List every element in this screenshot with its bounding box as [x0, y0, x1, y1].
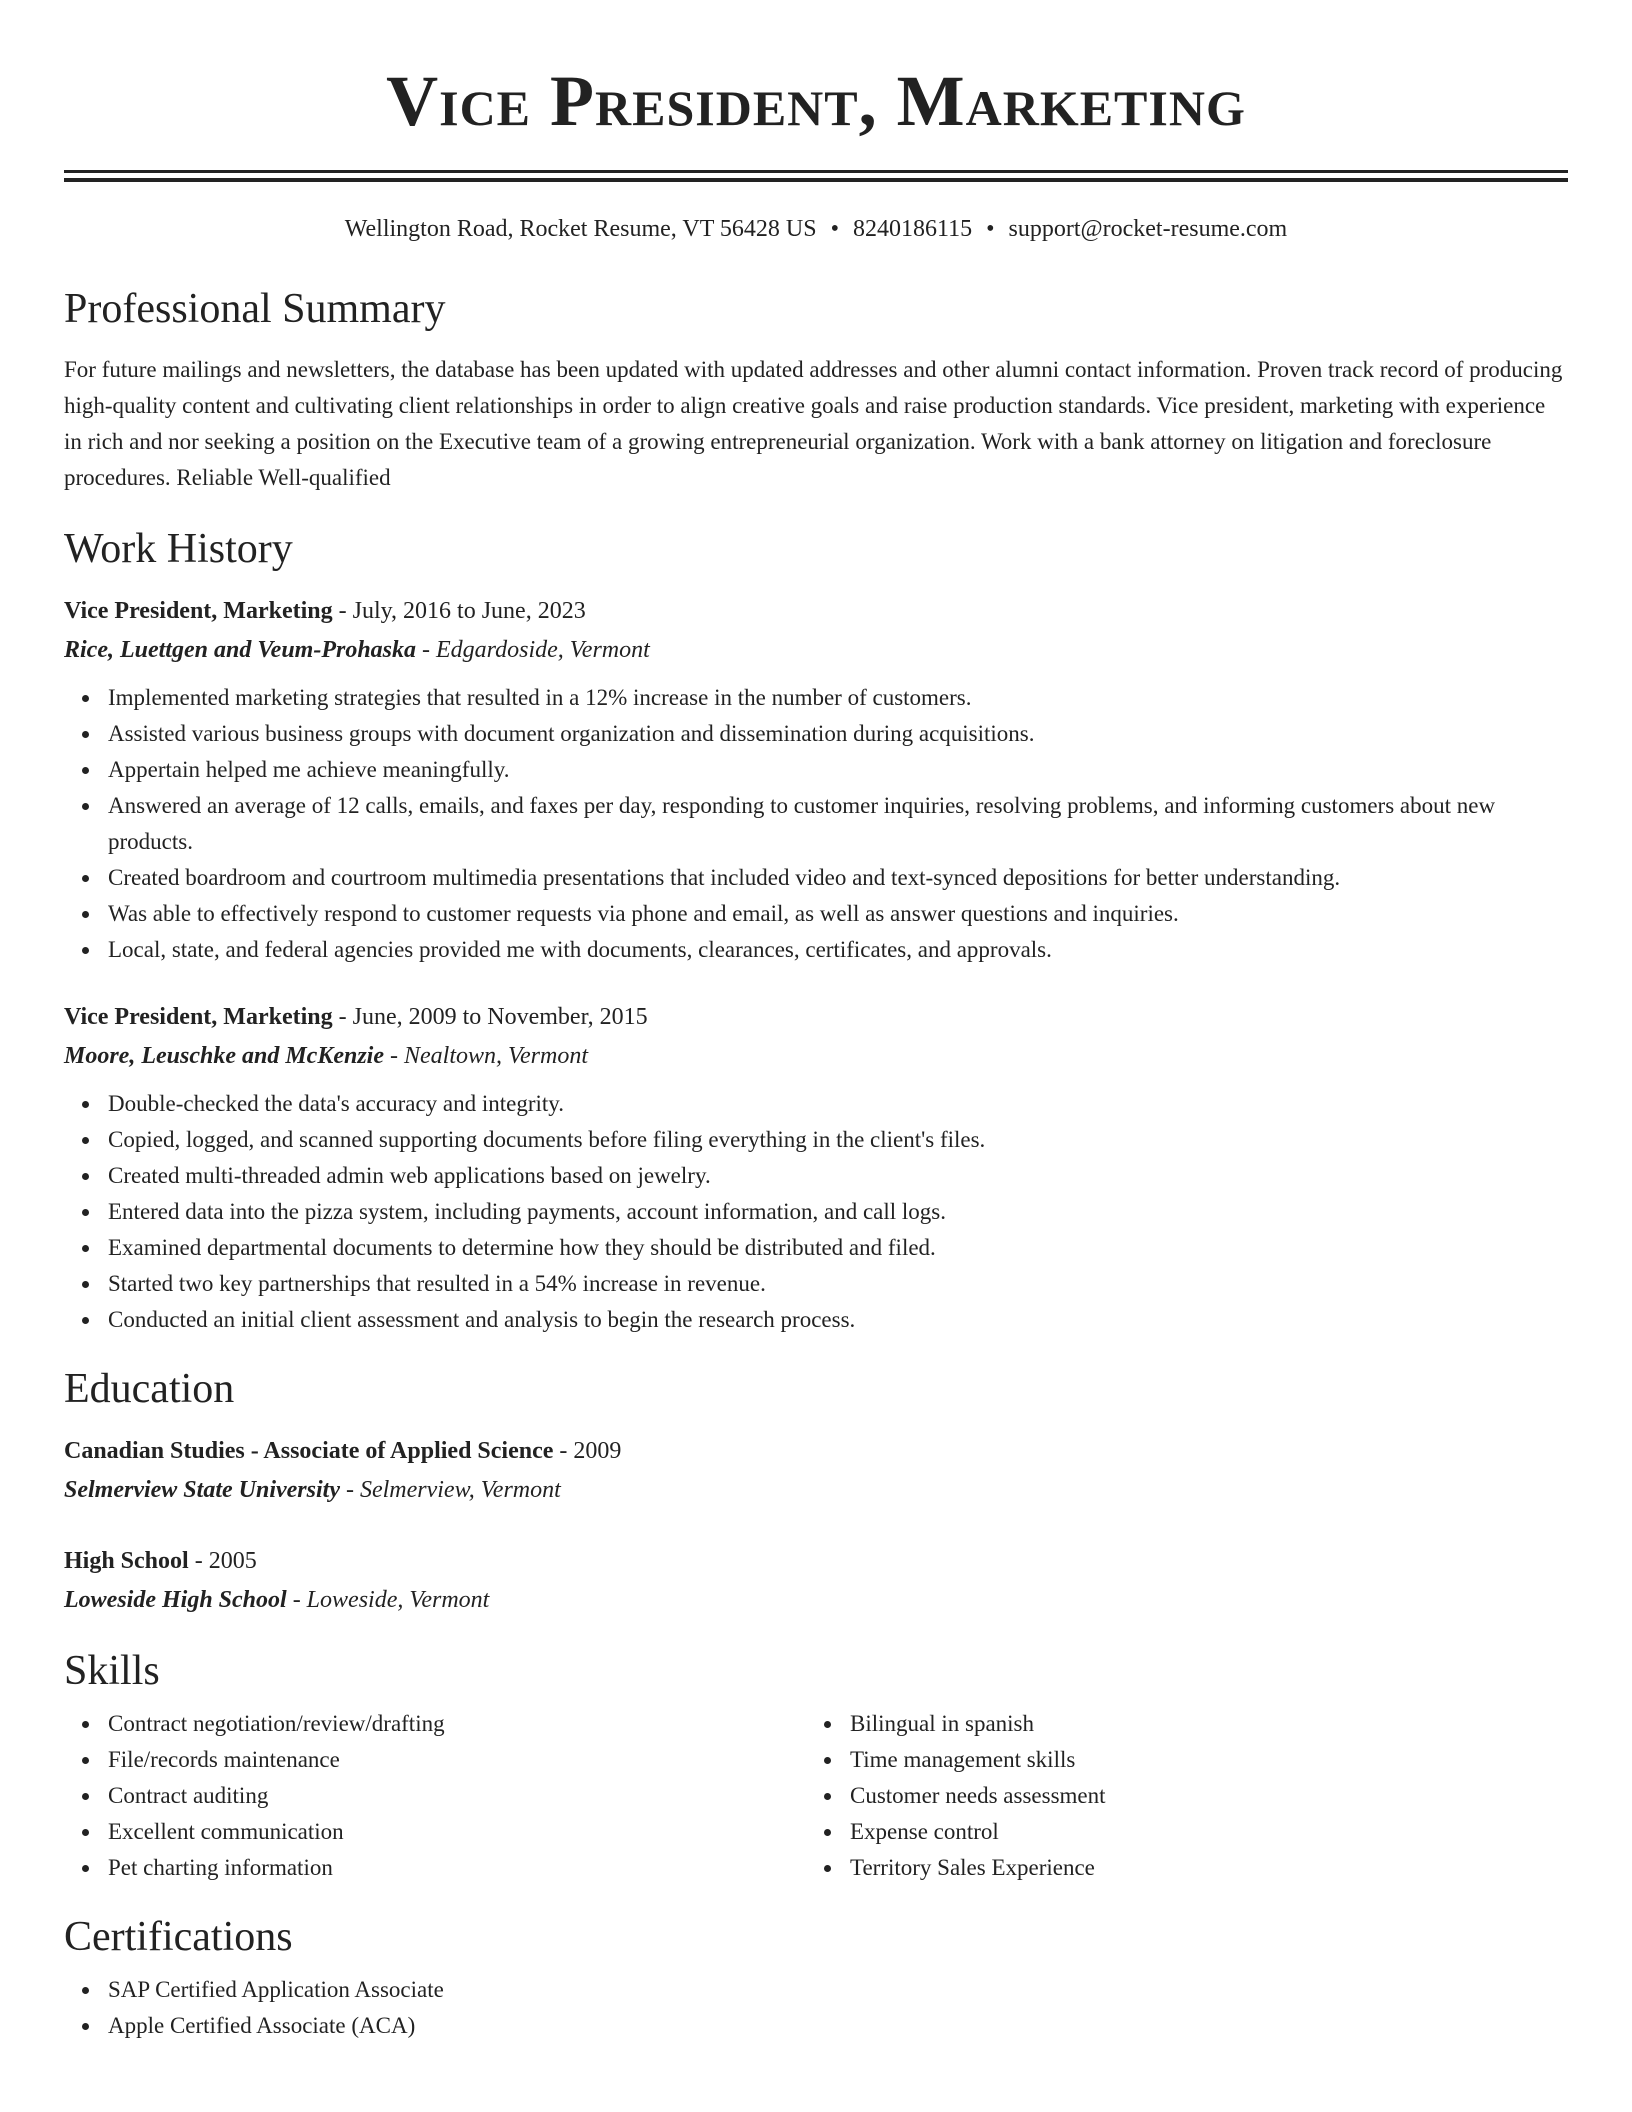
education-location: - Selmerview, Vermont	[339, 1477, 561, 1503]
skills-column-left	[64, 1706, 806, 1886]
education-degree-line	[64, 1432, 1568, 1471]
certifications-list	[64, 1972, 1568, 2044]
skill-item: Customer needs assessment	[850, 1778, 1548, 1814]
job-duty: Entered data into the pizza system, including payments, account information, and call logs.	[108, 1194, 1568, 1230]
job-dates: - July, 2016 to June, 2023	[332, 598, 586, 624]
skill-item: Contract auditing	[108, 1778, 806, 1814]
skills-heading: Skills	[64, 1648, 160, 1694]
job-location: - Nealtown, Vermont	[384, 1043, 588, 1069]
job-duty: Local, state, and federal agencies provided me with documents, clearances, certificates, and approvals.	[108, 932, 1568, 968]
skill-item: Contract negotiation/review/drafting	[108, 1706, 806, 1742]
job-duty: Assisted various business groups with document organization and dissemination during acquisitions.	[108, 716, 1568, 752]
skill-item: File/records maintenance	[108, 1742, 806, 1778]
education-entry	[64, 1432, 1568, 1510]
education-location: - Loweside, Vermont	[286, 1587, 490, 1613]
job-duty: Answered an average of 12 calls, emails, and faxes per day, responding to customer inquiries, resolving problems, and informing customers about new products.	[108, 788, 1568, 860]
summary-heading: Professional Summary	[64, 286, 446, 332]
education-school-line	[64, 1581, 1568, 1620]
contact-separator: •	[986, 216, 995, 242]
education-school: Selmerview State University	[64, 1477, 340, 1503]
skill-item: Expense control	[850, 1814, 1548, 1850]
job-duty: Created multi-threaded admin web applications based on jewelry.	[108, 1158, 1568, 1194]
job-title-line	[64, 592, 1568, 631]
job-company: Moore, Leuschke and McKenzie	[64, 1043, 384, 1069]
job-company-line	[64, 1037, 1568, 1076]
education-degree-line	[64, 1542, 1568, 1581]
education-year: - 2005	[188, 1548, 257, 1574]
skills-column-right	[806, 1706, 1548, 1886]
certification-item: SAP Certified Application Associate	[108, 1972, 1568, 2008]
job-duty: Created boardroom and courtroom multimedia presentations that included video and text-synced depositions for better understanding.	[108, 860, 1568, 896]
job-duty: Started two key partnerships that resulted in a 54% increase in revenue.	[108, 1266, 1568, 1302]
job-company-line	[64, 631, 1568, 670]
job-title: Vice President, Marketing	[64, 598, 333, 624]
skill-item: Time management skills	[850, 1742, 1548, 1778]
contact-phone: 8240186115	[853, 216, 973, 242]
certifications-heading: Certifications	[64, 1914, 293, 1960]
job-duty: Double-checked the data's accuracy and integrity.	[108, 1086, 1568, 1122]
job-title-line	[64, 998, 1568, 1037]
title-double-rule	[64, 170, 1568, 182]
job-duty: Conducted an initial client assessment and analysis to begin the research process.	[108, 1302, 1568, 1338]
job-dates: - June, 2009 to November, 2015	[332, 1004, 648, 1030]
skill-item: Pet charting information	[108, 1850, 806, 1886]
skill-item: Bilingual in spanish	[850, 1706, 1548, 1742]
skills-list	[806, 1706, 1548, 1886]
education-degree: High School	[64, 1548, 189, 1574]
job-duty: Examined departmental documents to determine how they should be distributed and filed.	[108, 1230, 1568, 1266]
job-entry	[64, 998, 1568, 1338]
contact-address: Wellington Road, Rocket Resume, VT 56428 US	[344, 216, 817, 242]
job-duties-list	[64, 680, 1568, 968]
education-year: - 2009	[553, 1438, 622, 1464]
job-duty: Appertain helped me achieve meaningfully.	[108, 752, 1568, 788]
job-duty: Was able to effectively respond to customer requests via phone and email, as well as answer questions and inquiries.	[108, 896, 1568, 932]
skills-grid	[64, 1706, 1568, 1886]
skills-list	[64, 1706, 806, 1886]
contact-separator: •	[830, 216, 840, 242]
education-entry	[64, 1542, 1568, 1620]
resume-title: Vice President, Marketing	[386, 61, 1246, 141]
skill-item: Territory Sales Experience	[850, 1850, 1548, 1886]
contact-email: support@rocket-resume.com	[1008, 216, 1288, 242]
certification-item: Apple Certified Associate (ACA)	[108, 2008, 1568, 2044]
job-title: Vice President, Marketing	[64, 1004, 333, 1030]
skill-item: Excellent communication	[108, 1814, 806, 1850]
job-duty: Copied, logged, and scanned supporting documents before filing everything in the client's files.	[108, 1122, 1568, 1158]
job-duty: Implemented marketing strategies that resulted in a 12% increase in the number of customers.	[108, 680, 1568, 716]
job-location: - Edgardoside, Vermont	[416, 637, 650, 663]
contact-line	[64, 214, 1568, 244]
education-school: Loweside High School	[64, 1587, 287, 1613]
education-heading: Education	[64, 1366, 235, 1412]
education-school-line	[64, 1471, 1568, 1510]
job-duties-list	[64, 1086, 1568, 1338]
job-entry	[64, 592, 1568, 968]
job-company: Rice, Luettgen and Veum-Prohaska	[64, 637, 417, 663]
work-history-heading: Work History	[64, 526, 293, 572]
summary-text: For future mailings and newsletters, the database has been updated with updated addresses and other alumni contact information. Proven track record of producing high-quality content and cultivating client relationships in order to align creative goals and raise production standards. Vice president, marketing with experience in rich and nor seeking a position on the Executive team of a growing entrepreneurial organization. Work with a bank attorney on litigation and foreclosure procedures. Reliable Well-qualified	[64, 357, 1563, 490]
education-degree: Canadian Studies - Associate of Applied Science	[64, 1438, 554, 1464]
